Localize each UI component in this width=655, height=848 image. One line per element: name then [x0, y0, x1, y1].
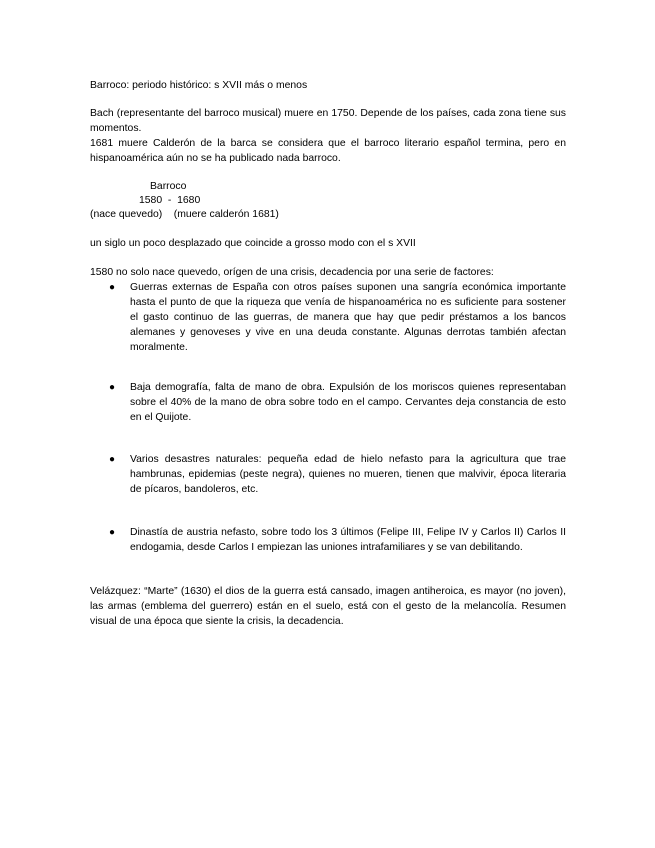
- list-item-text: Baja demografía, falta de mano de obra. Expulsión de los moriscos quienes representaban sobre el 40% de la mano de obra sobre todo en el campo. Cervantes deja constancia de esto en el Quijote.: [130, 382, 566, 423]
- period-label: Barroco: [150, 181, 187, 192]
- paragraph-bach: Bach (representante del barroco musical) muere en 1750. Depende de los países, cada zona tiene sus momentos.: [90, 108, 566, 134]
- paragraph-calderon: 1681 muere Calderón de la barca se considera que el barroco literario español termina, pero en hispanoamérica aún no se ha publicado nada barroco.: [90, 138, 566, 164]
- list-item-text: Dinastía de austria nefasto, sobre todo los 3 últimos (Felipe III, Felipe IV y Carlos II) Carlos II endogamia, desde Carlos I empiezan las uniones intrafamiliares y se van debilitando.: [130, 527, 566, 553]
- paragraph-velazquez: Velázquez: “Marte” (1630) el dios de la guerra está cansado, imagen antiheroica, es mayor (no joven), las armas (emblema del guerrero) están en el suelo, está con el gesto de la melancolía. Resumen visual de una época que siente la crisis, la decadencia.: [90, 586, 566, 627]
- bullet-icon: ●: [109, 527, 116, 538]
- list-item-text: Guerras externas de España con otros países suponen una sangría económica importante hasta el punto de que la riqueza que venía de hispanoamérica no es suficiente para sostener el gasto continuo de las guerras, de manera que hay que pedir préstamos a los bancos alemanes y genoveses y vive en una deuda constante. Algunas derrotas también afectan moralmente.: [130, 282, 566, 353]
- bullet-icon: ●: [109, 382, 116, 393]
- title-line: Barroco: periodo histórico: s XVII más o menos: [90, 80, 308, 91]
- paragraph-1580: 1580 no solo nace quevedo, orígen de una crisis, decadencia por una serie de factores:: [90, 267, 494, 278]
- list-item: [90, 280, 566, 355]
- list-item: [90, 525, 566, 555]
- paragraph-siglo: un siglo un poco desplazado que coincide a grosso modo con el s XVII: [90, 238, 416, 249]
- bullet-icon: ●: [109, 454, 116, 465]
- list-item: [90, 452, 566, 497]
- list-item: [90, 380, 566, 425]
- period-notes: (nace quevedo) (muere calderón 1681): [90, 209, 279, 220]
- list-item-text: Varios desastres naturales: pequeña edad de hielo nefasto para la agricultura que trae hambrunas, epidemias (peste negra), quienes no mueren, tienen que malvivir, época literaria de pícaros, bandoleros, etc.: [130, 454, 566, 495]
- bullet-icon: ●: [109, 282, 116, 293]
- period-range: 1580 - 1680: [139, 195, 201, 206]
